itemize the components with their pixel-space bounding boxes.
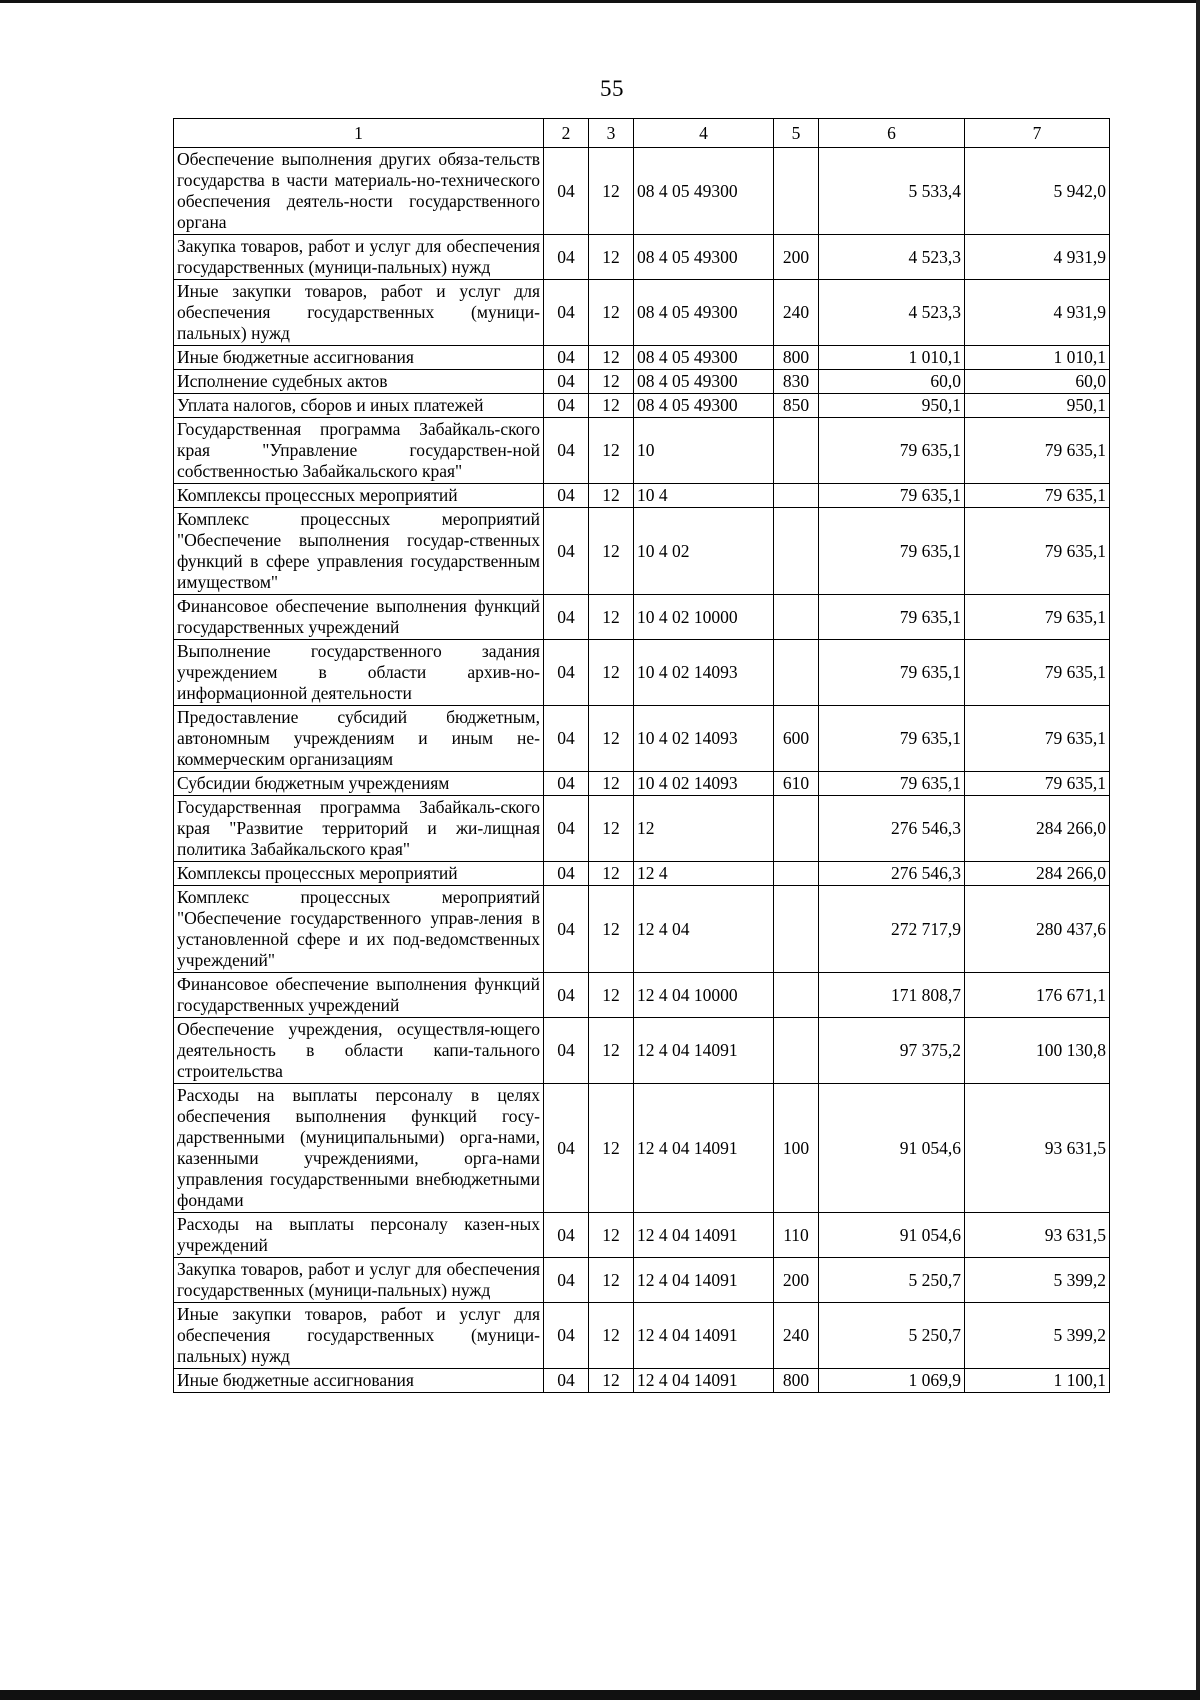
row-name-cell: Иные бюджетные ассигнования	[174, 1369, 544, 1393]
header-col-1: 1	[174, 119, 544, 148]
row-name-cell: Иные бюджетные ассигнования	[174, 346, 544, 370]
table-row	[174, 1303, 1110, 1369]
row-target-article-cell: 12 4 04	[634, 886, 774, 973]
row-amount-year2-cell: 93 631,5	[965, 1084, 1110, 1213]
table-row	[174, 280, 1110, 346]
row-target-article-cell: 12 4 04 14091	[634, 1369, 774, 1393]
row-name-cell: Обеспечение выполнения других обяза-тельств государства в части материаль-но-технического обеспечения деятель-ности государственного органа	[174, 148, 544, 235]
row-amount-year2-cell: 100 130,8	[965, 1018, 1110, 1084]
row-amount-year1-cell: 91 054,6	[819, 1084, 965, 1213]
row-section-cell: 04	[544, 973, 589, 1018]
row-subsection-cell: 12	[589, 346, 634, 370]
row-name-cell: Уплата налогов, сборов и иных платежей	[174, 394, 544, 418]
table-body	[174, 148, 1110, 1393]
row-section-cell: 04	[544, 886, 589, 973]
row-section-cell: 04	[544, 418, 589, 484]
row-subsection-cell: 12	[589, 1258, 634, 1303]
row-subsection-cell: 12	[589, 1018, 634, 1084]
row-section-cell: 04	[544, 280, 589, 346]
row-amount-year1-cell: 1 010,1	[819, 346, 965, 370]
row-target-article-cell: 12 4 04 10000	[634, 973, 774, 1018]
row-target-article-cell: 08 4 05 49300	[634, 280, 774, 346]
table-row	[174, 973, 1110, 1018]
table-row	[174, 1084, 1110, 1213]
row-target-article-cell: 10	[634, 418, 774, 484]
row-section-cell: 04	[544, 1084, 589, 1213]
row-amount-year1-cell: 60,0	[819, 370, 965, 394]
row-expense-type-cell	[774, 862, 819, 886]
row-amount-year2-cell: 79 635,1	[965, 772, 1110, 796]
row-expense-type-cell	[774, 148, 819, 235]
row-expense-type-cell: 830	[774, 370, 819, 394]
row-amount-year1-cell: 272 717,9	[819, 886, 965, 973]
row-name-cell: Иные закупки товаров, работ и услуг для обеспечения государственных (муници-пальных) нужд	[174, 1303, 544, 1369]
row-section-cell: 04	[544, 1303, 589, 1369]
row-target-article-cell: 12 4 04 14091	[634, 1084, 774, 1213]
row-subsection-cell: 12	[589, 235, 634, 280]
header-col-4: 4	[634, 119, 774, 148]
row-section-cell: 04	[544, 508, 589, 595]
table-row	[174, 148, 1110, 235]
row-expense-type-cell	[774, 886, 819, 973]
row-section-cell: 04	[544, 1018, 589, 1084]
row-target-article-cell: 10 4 02	[634, 508, 774, 595]
row-subsection-cell: 12	[589, 973, 634, 1018]
row-amount-year1-cell: 950,1	[819, 394, 965, 418]
row-target-article-cell: 08 4 05 49300	[634, 346, 774, 370]
row-section-cell: 04	[544, 370, 589, 394]
row-expense-type-cell	[774, 640, 819, 706]
row-target-article-cell: 10 4 02 14093	[634, 772, 774, 796]
scan-edge-top	[0, 0, 1200, 3]
row-amount-year2-cell: 79 635,1	[965, 418, 1110, 484]
header-col-7: 7	[965, 119, 1110, 148]
header-col-2: 2	[544, 119, 589, 148]
row-target-article-cell: 12 4	[634, 862, 774, 886]
table-row	[174, 394, 1110, 418]
row-target-article-cell: 10 4 02 10000	[634, 595, 774, 640]
row-subsection-cell: 12	[589, 1303, 634, 1369]
row-name-cell: Комплексы процессных мероприятий	[174, 484, 544, 508]
row-subsection-cell: 12	[589, 280, 634, 346]
row-amount-year2-cell: 5 399,2	[965, 1303, 1110, 1369]
row-target-article-cell: 08 4 05 49300	[634, 235, 774, 280]
row-section-cell: 04	[544, 595, 589, 640]
row-amount-year1-cell: 79 635,1	[819, 706, 965, 772]
row-amount-year1-cell: 5 250,7	[819, 1258, 965, 1303]
row-expense-type-cell	[774, 973, 819, 1018]
row-name-cell: Предоставление субсидий бюджетным, автономным учреждениям и иным не-коммерческим организациям	[174, 706, 544, 772]
table-row	[174, 484, 1110, 508]
header-row	[174, 119, 1110, 148]
row-expense-type-cell	[774, 796, 819, 862]
row-subsection-cell: 12	[589, 370, 634, 394]
row-target-article-cell: 12 4 04 14091	[634, 1213, 774, 1258]
row-amount-year1-cell: 97 375,2	[819, 1018, 965, 1084]
row-section-cell: 04	[544, 772, 589, 796]
row-target-article-cell: 12 4 04 14091	[634, 1303, 774, 1369]
row-amount-year1-cell: 171 808,7	[819, 973, 965, 1018]
row-amount-year1-cell: 276 546,3	[819, 862, 965, 886]
row-subsection-cell: 12	[589, 595, 634, 640]
row-amount-year2-cell: 280 437,6	[965, 886, 1110, 973]
row-expense-type-cell	[774, 595, 819, 640]
page-number: 55	[600, 76, 624, 101]
row-amount-year1-cell: 91 054,6	[819, 1213, 965, 1258]
row-name-cell: Обеспечение учреждения, осуществля-ющего деятельность в области капи-тального строительства	[174, 1018, 544, 1084]
row-target-article-cell: 08 4 05 49300	[634, 394, 774, 418]
row-expense-type-cell: 110	[774, 1213, 819, 1258]
table-row	[174, 1258, 1110, 1303]
row-amount-year1-cell: 79 635,1	[819, 418, 965, 484]
row-name-cell: Расходы на выплаты персоналу в целях обеспечения выполнения функций госу-дарственными (муниципальными) орга-нами, казенными учреждениями, орга-нами управления государственными внебюджетными фондами	[174, 1084, 544, 1213]
row-amount-year1-cell: 4 523,3	[819, 235, 965, 280]
row-expense-type-cell: 800	[774, 346, 819, 370]
row-name-cell: Субсидии бюджетным учреждениям	[174, 772, 544, 796]
row-expense-type-cell: 240	[774, 280, 819, 346]
row-amount-year1-cell: 1 069,9	[819, 1369, 965, 1393]
row-name-cell: Закупка товаров, работ и услуг для обеспечения государственных (муници-пальных) нужд	[174, 235, 544, 280]
row-expense-type-cell: 100	[774, 1084, 819, 1213]
row-section-cell: 04	[544, 1213, 589, 1258]
table-row	[174, 706, 1110, 772]
row-amount-year2-cell: 79 635,1	[965, 508, 1110, 595]
row-amount-year2-cell: 950,1	[965, 394, 1110, 418]
row-name-cell: Расходы на выплаты персоналу казен-ных учреждений	[174, 1213, 544, 1258]
row-name-cell: Государственная программа Забайкаль-ского края "Развитие территорий и жи-лищная политика Забайкальского края"	[174, 796, 544, 862]
row-section-cell: 04	[544, 706, 589, 772]
row-expense-type-cell: 600	[774, 706, 819, 772]
row-subsection-cell: 12	[589, 148, 634, 235]
row-expense-type-cell	[774, 508, 819, 595]
budget-table	[173, 118, 1110, 1393]
row-amount-year2-cell: 4 931,9	[965, 235, 1110, 280]
row-expense-type-cell: 610	[774, 772, 819, 796]
row-name-cell: Комплекс процессных мероприятий "Обеспечение выполнения государ-ственных функций в сфере управления государственным имуществом"	[174, 508, 544, 595]
row-amount-year2-cell: 93 631,5	[965, 1213, 1110, 1258]
table-row	[174, 1369, 1110, 1393]
row-section-cell: 04	[544, 235, 589, 280]
row-subsection-cell: 12	[589, 640, 634, 706]
row-amount-year2-cell: 284 266,0	[965, 862, 1110, 886]
row-amount-year1-cell: 79 635,1	[819, 640, 965, 706]
table-row	[174, 862, 1110, 886]
row-amount-year2-cell: 4 931,9	[965, 280, 1110, 346]
row-subsection-cell: 12	[589, 1369, 634, 1393]
row-amount-year2-cell: 176 671,1	[965, 973, 1110, 1018]
row-section-cell: 04	[544, 346, 589, 370]
header-col-5: 5	[774, 119, 819, 148]
table-row	[174, 418, 1110, 484]
row-section-cell: 04	[544, 1258, 589, 1303]
row-section-cell: 04	[544, 862, 589, 886]
row-expense-type-cell: 850	[774, 394, 819, 418]
row-amount-year2-cell: 79 635,1	[965, 640, 1110, 706]
table-row	[174, 772, 1110, 796]
row-expense-type-cell	[774, 1018, 819, 1084]
table-row	[174, 1213, 1110, 1258]
row-subsection-cell: 12	[589, 508, 634, 595]
row-amount-year1-cell: 4 523,3	[819, 280, 965, 346]
table-row	[174, 796, 1110, 862]
table-row	[174, 370, 1110, 394]
row-expense-type-cell: 200	[774, 1258, 819, 1303]
row-expense-type-cell: 200	[774, 235, 819, 280]
row-name-cell: Закупка товаров, работ и услуг для обеспечения государственных (муници-пальных) нужд	[174, 1258, 544, 1303]
row-amount-year1-cell: 5 250,7	[819, 1303, 965, 1369]
row-amount-year1-cell: 79 635,1	[819, 772, 965, 796]
row-section-cell: 04	[544, 484, 589, 508]
row-expense-type-cell	[774, 418, 819, 484]
row-target-article-cell: 10 4	[634, 484, 774, 508]
row-subsection-cell: 12	[589, 1084, 634, 1213]
row-amount-year1-cell: 5 533,4	[819, 148, 965, 235]
row-name-cell: Комплекс процессных мероприятий "Обеспечение государственного управ-ления в установленной сфере и их под-ведомственных учреждений"	[174, 886, 544, 973]
row-subsection-cell: 12	[589, 394, 634, 418]
row-expense-type-cell: 800	[774, 1369, 819, 1393]
row-amount-year2-cell: 5 942,0	[965, 148, 1110, 235]
row-target-article-cell: 12 4 04 14091	[634, 1018, 774, 1084]
row-expense-type-cell: 240	[774, 1303, 819, 1369]
row-subsection-cell: 12	[589, 862, 634, 886]
table-row	[174, 886, 1110, 973]
scan-edge-bottom	[0, 1690, 1200, 1700]
row-section-cell: 04	[544, 796, 589, 862]
row-subsection-cell: 12	[589, 1213, 634, 1258]
row-name-cell: Финансовое обеспечение выполнения функций государственных учреждений	[174, 973, 544, 1018]
row-amount-year1-cell: 79 635,1	[819, 484, 965, 508]
row-section-cell: 04	[544, 1369, 589, 1393]
row-subsection-cell: 12	[589, 706, 634, 772]
row-amount-year2-cell: 1 100,1	[965, 1369, 1110, 1393]
row-target-article-cell: 12 4 04 14091	[634, 1258, 774, 1303]
header-col-6: 6	[819, 119, 965, 148]
table-row	[174, 640, 1110, 706]
row-target-article-cell: 10 4 02 14093	[634, 640, 774, 706]
row-section-cell: 04	[544, 148, 589, 235]
table-row	[174, 595, 1110, 640]
row-amount-year1-cell: 79 635,1	[819, 508, 965, 595]
row-subsection-cell: 12	[589, 796, 634, 862]
row-subsection-cell: 12	[589, 418, 634, 484]
row-target-article-cell: 12	[634, 796, 774, 862]
row-amount-year2-cell: 60,0	[965, 370, 1110, 394]
row-amount-year2-cell: 1 010,1	[965, 346, 1110, 370]
table-row	[174, 235, 1110, 280]
row-subsection-cell: 12	[589, 484, 634, 508]
row-name-cell: Выполнение государственного задания учреждением в области архив-но-информационной деятельности	[174, 640, 544, 706]
row-target-article-cell: 08 4 05 49300	[634, 148, 774, 235]
row-subsection-cell: 12	[589, 772, 634, 796]
row-subsection-cell: 12	[589, 886, 634, 973]
row-amount-year2-cell: 79 635,1	[965, 595, 1110, 640]
row-section-cell: 04	[544, 640, 589, 706]
row-amount-year1-cell: 79 635,1	[819, 595, 965, 640]
row-amount-year2-cell: 79 635,1	[965, 706, 1110, 772]
row-name-cell: Иные закупки товаров, работ и услуг для обеспечения государственных (муници-пальных) нужд	[174, 280, 544, 346]
row-amount-year2-cell: 79 635,1	[965, 484, 1110, 508]
row-name-cell: Исполнение судебных актов	[174, 370, 544, 394]
row-expense-type-cell	[774, 484, 819, 508]
row-section-cell: 04	[544, 394, 589, 418]
row-amount-year1-cell: 276 546,3	[819, 796, 965, 862]
table-row	[174, 346, 1110, 370]
row-name-cell: Комплексы процессных мероприятий	[174, 862, 544, 886]
row-target-article-cell: 08 4 05 49300	[634, 370, 774, 394]
table-row	[174, 1018, 1110, 1084]
header-col-3: 3	[589, 119, 634, 148]
row-name-cell: Государственная программа Забайкаль-ского края "Управление государствен-ной собственностью Забайкальского края"	[174, 418, 544, 484]
scan-edge-right	[1196, 0, 1200, 1700]
row-amount-year2-cell: 284 266,0	[965, 796, 1110, 862]
row-amount-year2-cell: 5 399,2	[965, 1258, 1110, 1303]
row-name-cell: Финансовое обеспечение выполнения функций государственных учреждений	[174, 595, 544, 640]
table-row	[174, 508, 1110, 595]
row-target-article-cell: 10 4 02 14093	[634, 706, 774, 772]
